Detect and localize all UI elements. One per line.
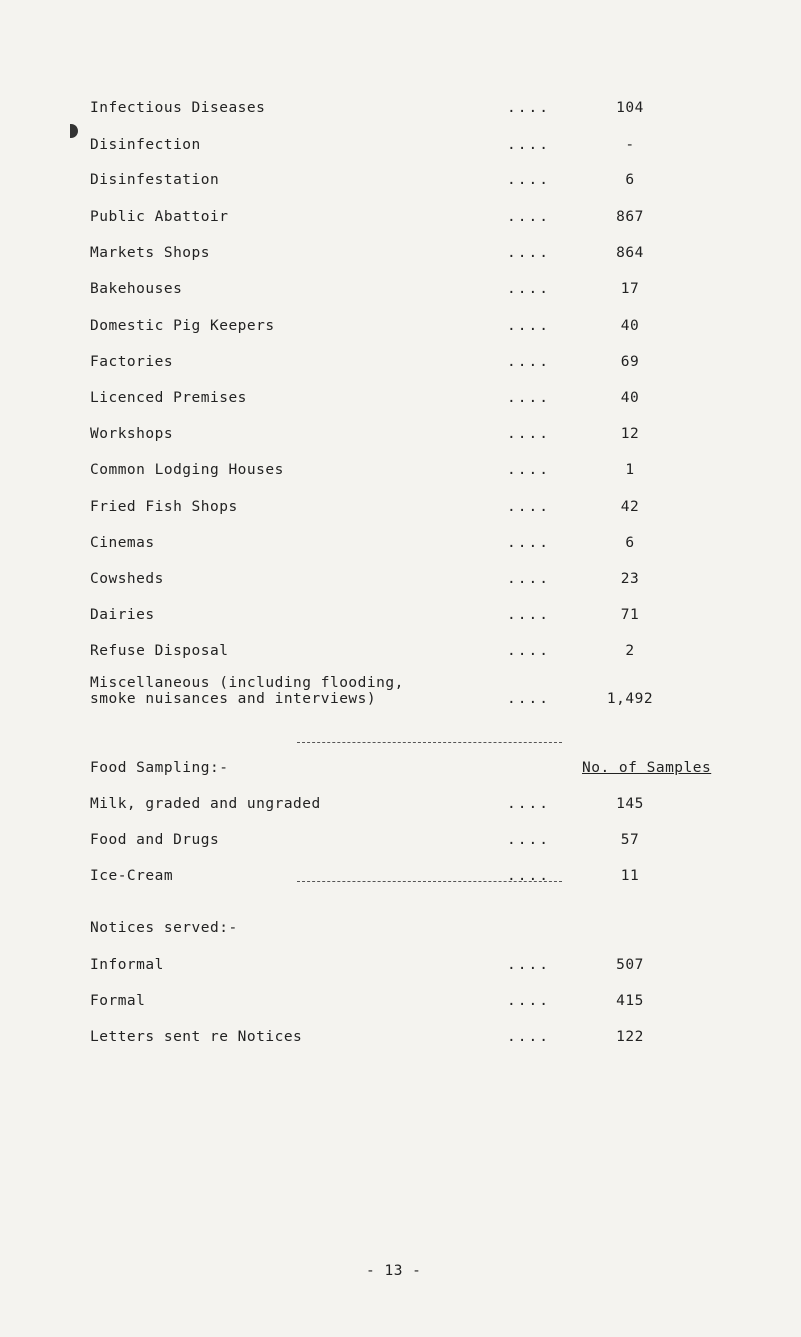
table-row [90, 426, 730, 448]
row-label: Letters sent re Notices [90, 1029, 303, 1045]
row-value: 6 [625, 535, 635, 551]
leader-dots: .... [507, 607, 550, 623]
section-divider [297, 881, 562, 882]
column-header [582, 760, 711, 776]
leader-dots: .... [507, 281, 550, 297]
leader-dots: .... [507, 426, 550, 442]
leader-dots: .... [507, 390, 550, 406]
leader-dots: .... [507, 957, 550, 973]
row-label: Disinfection [90, 137, 201, 153]
row-label: Formal [90, 993, 146, 1009]
table-row [90, 245, 730, 267]
table-row [90, 462, 730, 484]
row-value: 122 [616, 1029, 644, 1045]
row-label: Public Abattoir [90, 209, 229, 225]
row-label: Domestic Pig Keepers [90, 318, 275, 334]
table-row [90, 796, 730, 818]
row-value: 71 [620, 607, 640, 623]
row-value: 40 [620, 318, 640, 334]
leader-dots: .... [507, 499, 550, 515]
row-value: 11 [620, 868, 640, 884]
section-divider [297, 742, 562, 743]
row-label: Disinfestation [90, 172, 220, 188]
row-label: Dairies [90, 607, 155, 623]
leader-dots: .... [507, 868, 550, 884]
row-value: 23 [620, 571, 640, 587]
row-value: 42 [620, 499, 640, 515]
row-label: Ice-Cream [90, 868, 174, 884]
row-label: Markets Shops [90, 245, 210, 261]
leader-dots: .... [507, 100, 550, 116]
leader-dots: .... [507, 691, 550, 707]
leader-dots: .... [507, 643, 550, 659]
leader-dots: .... [507, 832, 550, 848]
leader-dots: .... [507, 354, 550, 370]
leader-dots: .... [507, 993, 550, 1009]
section-title: Food Sampling:- [90, 760, 229, 776]
leader-dots: .... [507, 245, 550, 261]
row-value: 12 [620, 426, 640, 442]
row-label: Cinemas [90, 535, 155, 551]
row-label-line1: Miscellaneous (including flooding, [90, 675, 404, 691]
row-label: Licenced Premises [90, 390, 247, 406]
margin-mark [70, 124, 78, 138]
row-label: Food and Drugs [90, 832, 220, 848]
leader-dots: .... [507, 535, 550, 551]
table-row [90, 868, 730, 890]
row-label: Milk, graded and ungraded [90, 796, 321, 812]
leader-dots: .... [507, 172, 550, 188]
table-row-miscellaneous [90, 675, 730, 715]
table-row [90, 137, 730, 159]
table-row [90, 571, 730, 593]
table-row [90, 993, 730, 1015]
row-label: Workshops [90, 426, 174, 442]
leader-dots: .... [507, 318, 550, 334]
leader-dots: .... [507, 209, 550, 225]
row-label-line2: smoke nuisances and interviews) [90, 691, 377, 707]
leader-dots: .... [507, 571, 550, 587]
page-number: - 13 - [366, 1263, 422, 1279]
section-title: Notices served:- [90, 920, 238, 936]
row-value: 1,492 [606, 691, 654, 707]
row-value: 1 [625, 462, 635, 478]
row-label: Common Lodging Houses [90, 462, 284, 478]
row-label: Cowsheds [90, 571, 164, 587]
table-row [90, 318, 730, 340]
row-value: 104 [616, 100, 644, 116]
row-value: 69 [620, 354, 640, 370]
leader-dots: .... [507, 1029, 550, 1045]
table-row [90, 1029, 730, 1051]
row-value: 57 [620, 832, 640, 848]
row-label: Factories [90, 354, 174, 370]
row-value: 2 [625, 643, 635, 659]
column-header-text: No. of Samples [582, 760, 712, 776]
row-label: Refuse Disposal [90, 643, 229, 659]
table-row [90, 832, 730, 854]
row-value: 145 [616, 796, 644, 812]
row-value: 507 [616, 957, 644, 973]
row-value: 867 [616, 209, 644, 225]
leader-dots: .... [507, 137, 550, 153]
table-row [90, 957, 730, 979]
table-row [90, 354, 730, 376]
table-row [90, 607, 730, 629]
row-label: Bakehouses [90, 281, 183, 297]
row-label: Informal [90, 957, 164, 973]
row-label: Fried Fish Shops [90, 499, 238, 515]
leader-dots: .... [507, 462, 550, 478]
table-row [90, 390, 730, 412]
row-label: Infectious Diseases [90, 100, 266, 116]
table-row [90, 643, 730, 665]
table-row [90, 209, 730, 231]
row-value: 17 [620, 281, 640, 297]
table-row [90, 535, 730, 557]
row-value: 6 [625, 172, 635, 188]
row-value: 415 [616, 993, 644, 1009]
table-row [90, 172, 730, 194]
row-value: - [625, 137, 635, 153]
table-row [90, 100, 730, 122]
table-row [90, 499, 730, 521]
leader-dots: .... [507, 796, 550, 812]
table-row [90, 281, 730, 303]
row-value: 40 [620, 390, 640, 406]
row-value: 864 [616, 245, 644, 261]
